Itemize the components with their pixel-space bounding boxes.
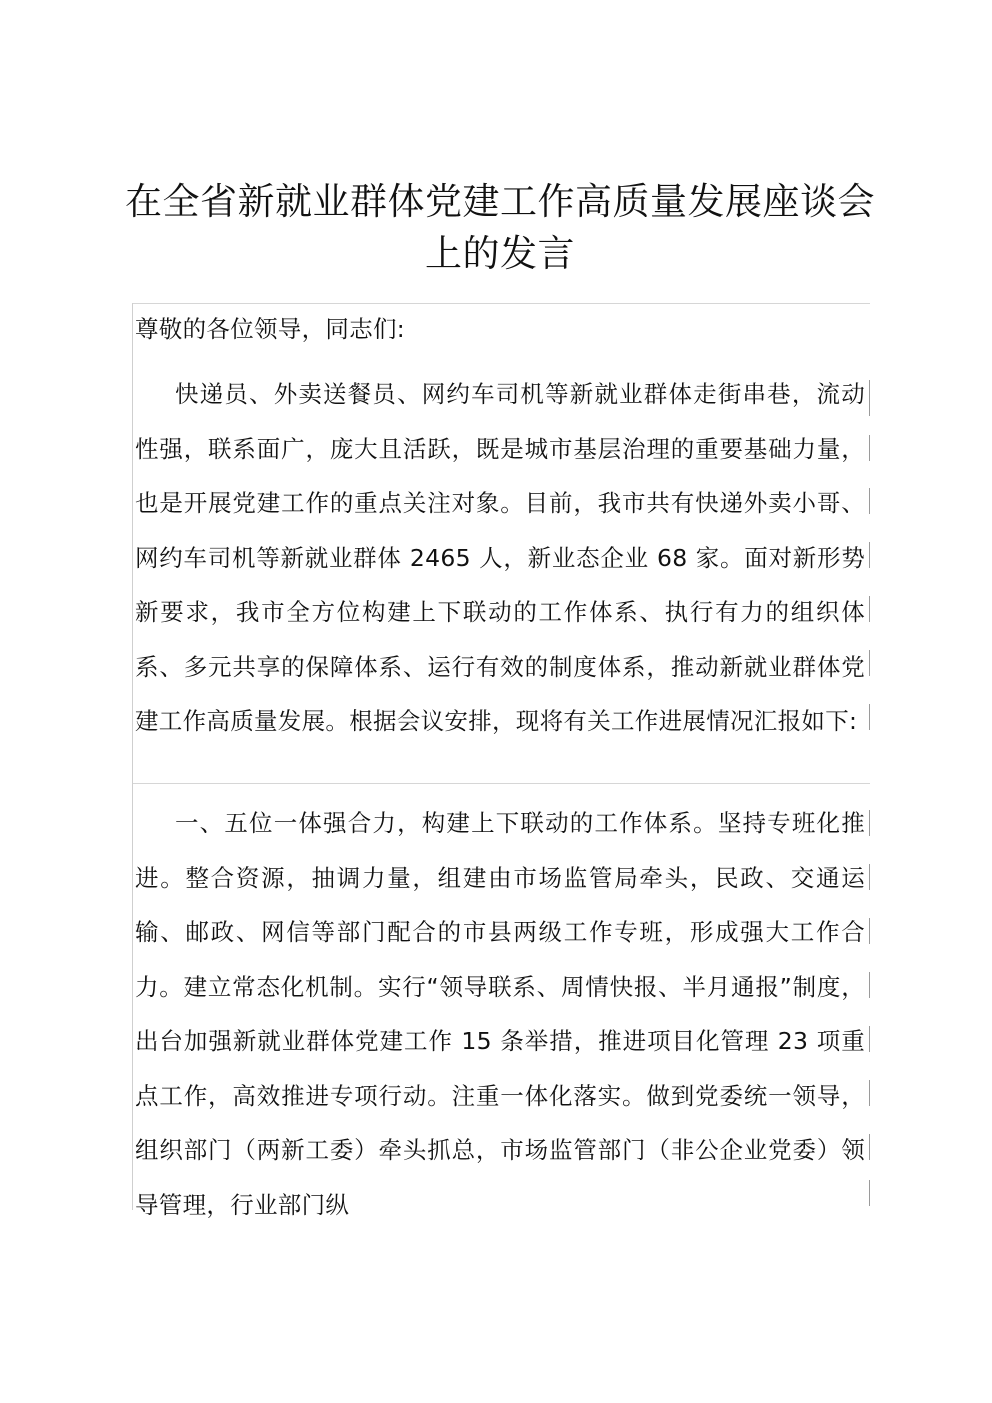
- frame-left-rule: [132, 303, 133, 1210]
- frame-right-rule: [869, 810, 870, 836]
- frame-right-rule: [869, 704, 870, 730]
- frame-right-rule: [869, 596, 870, 622]
- frame-right-rule: [869, 650, 870, 676]
- frame-right-rule: [869, 1080, 870, 1106]
- frame-divider-rule: [132, 783, 870, 784]
- frame-right-rule: [869, 435, 870, 461]
- body-paragraph: 一、五位一体强合力，构建上下联动的工作体系。坚持专班化推进。整合资源，抽调力量，组建由市场监管局牵头，民政、交通运输、邮政、网信等部门配合的市县两级工作专班，形成强大工作合力。建立常态化机制。实行“领导联系、周情快报、半月通报”制度，出台加强新就业群体党建工作 15 条举措，推进项目化管理 23 项重点工作，高效推进专项行动。注重一体化落实。做到党委统一领导，组织部门（两新工委）牵头抓总，市场监管部门（非公企业党委）领导管理，行业部门纵: [135, 809, 865, 1219]
- frame-right-rule: [869, 1026, 870, 1052]
- frame-right-rule: [869, 488, 870, 514]
- frame-right-rule: [869, 380, 870, 416]
- frame-right-rule: [869, 918, 870, 944]
- frame-right-rule: [869, 542, 870, 568]
- frame-right-rule: [869, 972, 870, 998]
- frame-right-rule: [869, 1134, 870, 1160]
- document-title: 在全省新就业群体党建工作高质量发展座谈会上的发言: [125, 180, 875, 275]
- frame-right-rule: [869, 864, 870, 890]
- salutation: 尊敬的各位领导，同志们:: [135, 315, 406, 343]
- body-paragraph: 快递员、外卖送餐员、网约车司机等新就业群体走街串巷，流动性强，联系面广，庞大且活跃，既是城市基层治理的重要基础力量，也是开展党建工作的重点关注对象。目前，我市共有快递外卖小哥、网约车司机等新就业群体 2465 人，新业态企业 68 家。面对新形势新要求，我市全方位构建上下联动的工作体系、执行有力的组织体系、多元共享的保障体系、运行有效的制度体系，推动新就业群体党建工作高质量发展。根据会议安排，现将有关工作进展情况汇报如下:: [135, 380, 865, 735]
- frame-right-rule: [869, 1180, 870, 1206]
